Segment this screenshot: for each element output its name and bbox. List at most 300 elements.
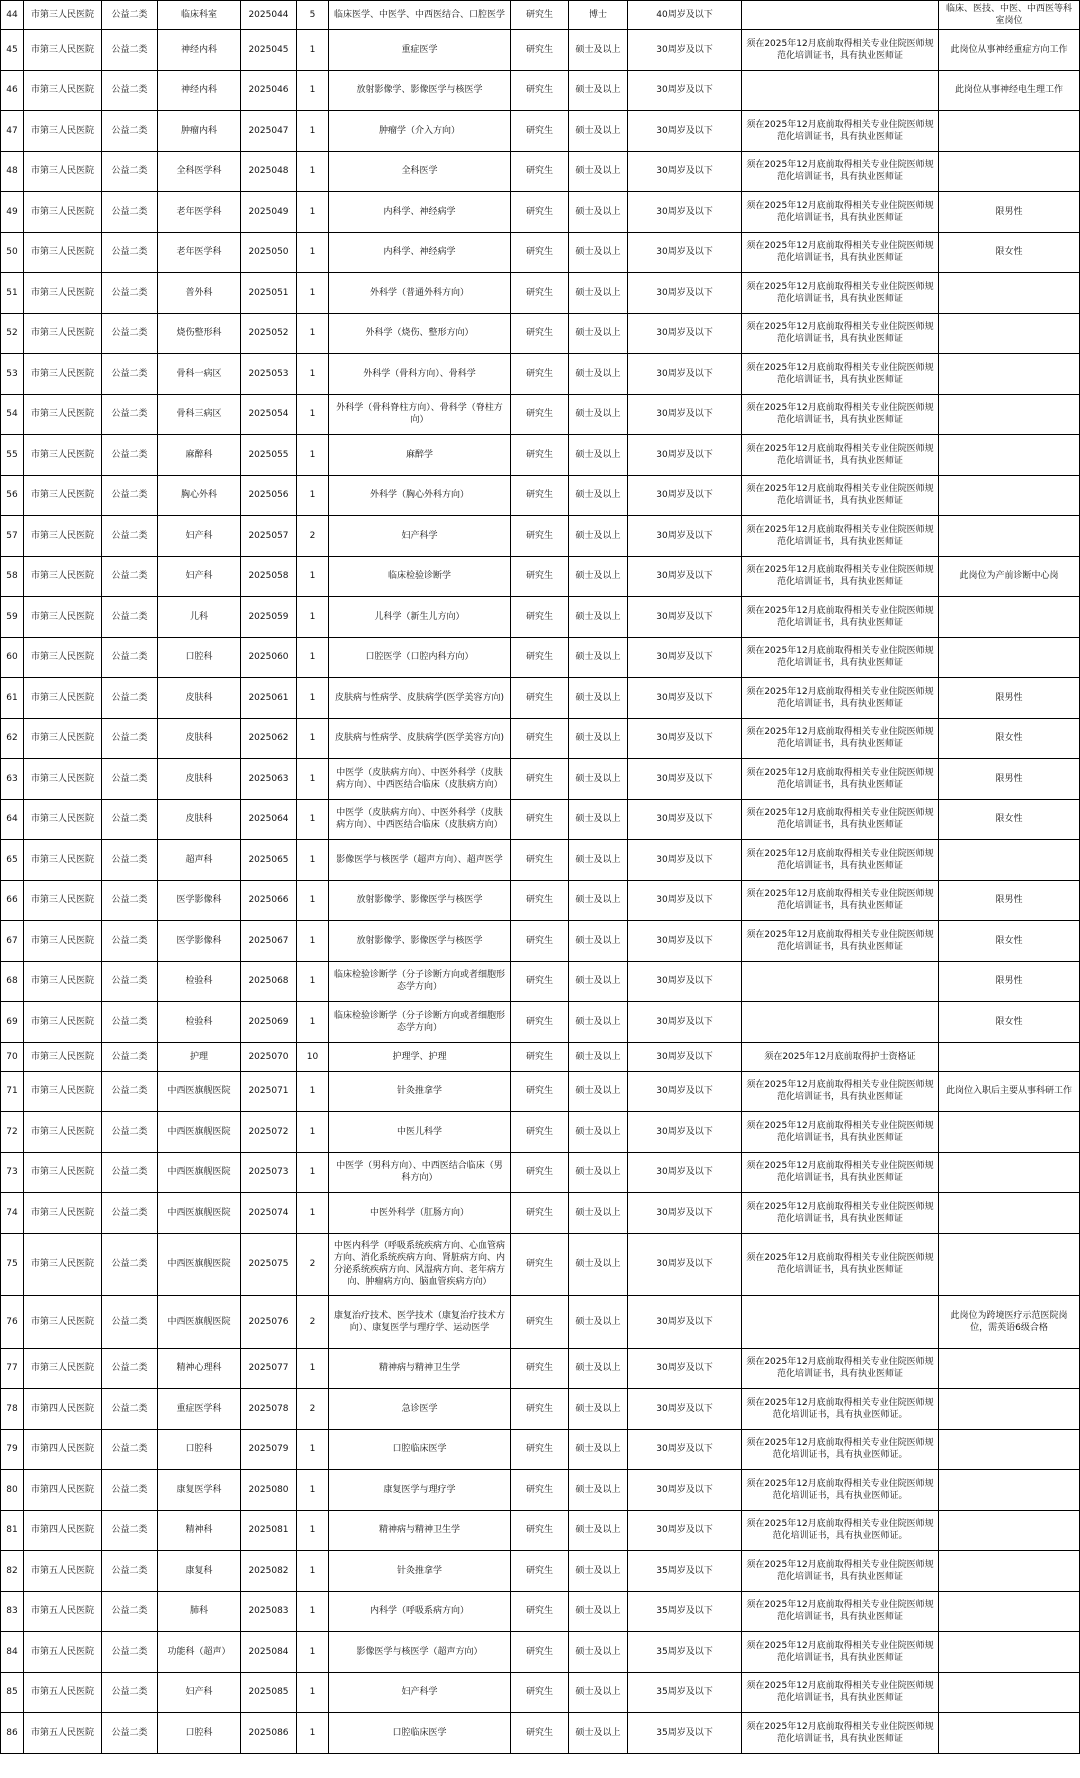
department: 老年医学科	[158, 192, 241, 233]
remarks	[939, 1348, 1080, 1389]
employer-unit: 市第四人民医院	[24, 1470, 102, 1511]
employer-unit: 市第三人民医院	[24, 1193, 102, 1234]
headcount: 1	[297, 759, 329, 800]
age-limit: 30周岁及以下	[628, 921, 742, 962]
degree: 硕士及以上	[569, 1510, 628, 1551]
headcount: 1	[297, 273, 329, 314]
unit-category: 公益二类	[102, 1551, 158, 1592]
degree: 硕士及以上	[569, 880, 628, 921]
employer-unit: 市第三人民医院	[24, 1112, 102, 1153]
degree: 硕士及以上	[569, 232, 628, 273]
employer-unit: 市第五人民医院	[24, 1632, 102, 1673]
remarks: 限男性	[939, 192, 1080, 233]
position-code: 2025051	[241, 273, 297, 314]
employer-unit: 市第四人民医院	[24, 1429, 102, 1470]
degree: 硕士及以上	[569, 1193, 628, 1234]
row-index: 61	[1, 678, 24, 719]
table-row	[1, 1042, 1080, 1071]
degree: 硕士及以上	[569, 273, 628, 314]
degree: 硕士及以上	[569, 1295, 628, 1348]
headcount: 1	[297, 1193, 329, 1234]
degree: 硕士及以上	[569, 759, 628, 800]
education: 研究生	[511, 1713, 569, 1754]
row-index: 73	[1, 1152, 24, 1193]
education: 研究生	[511, 1389, 569, 1430]
headcount: 1	[297, 1429, 329, 1470]
position-code: 2025060	[241, 637, 297, 678]
degree: 硕士及以上	[569, 1112, 628, 1153]
major-requirement: 妇产科学	[329, 1672, 511, 1713]
row-index: 47	[1, 111, 24, 152]
degree: 硕士及以上	[569, 1470, 628, 1511]
degree: 硕士及以上	[569, 475, 628, 516]
row-index: 70	[1, 1042, 24, 1071]
major-requirement: 康复医学与理疗学	[329, 1470, 511, 1511]
age-limit: 30周岁及以下	[628, 1071, 742, 1112]
age-limit: 30周岁及以下	[628, 516, 742, 557]
department: 中西医旗舰医院	[158, 1152, 241, 1193]
row-index: 57	[1, 516, 24, 557]
department: 皮肤科	[158, 718, 241, 759]
major-requirement: 针灸推拿学	[329, 1551, 511, 1592]
headcount: 1	[297, 556, 329, 597]
unit-category: 公益二类	[102, 1042, 158, 1071]
row-index: 46	[1, 70, 24, 111]
major-requirement: 临床检验诊断学（分子诊断方向或者细胞形态学方向）	[329, 1002, 511, 1043]
degree: 硕士及以上	[569, 394, 628, 435]
table-row	[1, 273, 1080, 314]
education: 研究生	[511, 232, 569, 273]
row-index: 49	[1, 192, 24, 233]
degree: 硕士及以上	[569, 840, 628, 881]
age-limit: 30周岁及以下	[628, 354, 742, 395]
employer-unit: 市第四人民医院	[24, 1389, 102, 1430]
headcount: 1	[297, 30, 329, 71]
headcount: 1	[297, 921, 329, 962]
other-requirements: 须在2025年12月底前取得相关专业住院医师规范化培训证书，具有执业医师证	[742, 921, 939, 962]
degree: 博士	[569, 1, 628, 30]
education: 研究生	[511, 961, 569, 1002]
education: 研究生	[511, 921, 569, 962]
age-limit: 30周岁及以下	[628, 232, 742, 273]
row-index: 75	[1, 1233, 24, 1295]
education: 研究生	[511, 1, 569, 30]
headcount: 1	[297, 232, 329, 273]
headcount: 2	[297, 1233, 329, 1295]
major-requirement: 外科学（烧伤、整形方向）	[329, 313, 511, 354]
employer-unit: 市第五人民医院	[24, 1551, 102, 1592]
degree: 硕士及以上	[569, 313, 628, 354]
age-limit: 30周岁及以下	[628, 1348, 742, 1389]
unit-category: 公益二类	[102, 1672, 158, 1713]
department: 神经内科	[158, 70, 241, 111]
unit-category: 公益二类	[102, 759, 158, 800]
remarks	[939, 1632, 1080, 1673]
table-row	[1, 1, 1080, 30]
education: 研究生	[511, 556, 569, 597]
degree: 硕士及以上	[569, 637, 628, 678]
row-index: 82	[1, 1551, 24, 1592]
headcount: 1	[297, 1551, 329, 1592]
position-code: 2025067	[241, 921, 297, 962]
degree: 硕士及以上	[569, 70, 628, 111]
department: 皮肤科	[158, 759, 241, 800]
age-limit: 30周岁及以下	[628, 1233, 742, 1295]
table-row	[1, 475, 1080, 516]
unit-category: 公益二类	[102, 1233, 158, 1295]
position-code: 2025050	[241, 232, 297, 273]
department: 普外科	[158, 273, 241, 314]
department: 中西医旗舰医院	[158, 1193, 241, 1234]
remarks	[939, 1152, 1080, 1193]
degree: 硕士及以上	[569, 1233, 628, 1295]
employer-unit: 市第三人民医院	[24, 961, 102, 1002]
remarks: 限男性	[939, 961, 1080, 1002]
major-requirement: 皮肤病与性病学、皮肤病学(医学美容方向)	[329, 678, 511, 719]
remarks	[939, 313, 1080, 354]
degree: 硕士及以上	[569, 961, 628, 1002]
table-row	[1, 1429, 1080, 1470]
other-requirements: 须在2025年12月底前取得相关专业住院医师规范化培训证书，具有执业医师证	[742, 1632, 939, 1673]
position-code: 2025086	[241, 1713, 297, 1754]
table-row	[1, 678, 1080, 719]
major-requirement: 中医学（皮肤病方向）、中医外科学（皮肤病方向）、中西医结合临床（皮肤病方向）	[329, 759, 511, 800]
row-index: 64	[1, 799, 24, 840]
department: 检验科	[158, 1002, 241, 1043]
age-limit: 30周岁及以下	[628, 597, 742, 638]
degree: 硕士及以上	[569, 1042, 628, 1071]
remarks	[939, 1042, 1080, 1071]
position-code: 2025054	[241, 394, 297, 435]
unit-category: 公益二类	[102, 516, 158, 557]
table-row	[1, 556, 1080, 597]
row-index: 81	[1, 1510, 24, 1551]
row-index: 54	[1, 394, 24, 435]
row-index: 44	[1, 1, 24, 30]
education: 研究生	[511, 840, 569, 881]
other-requirements: 须在2025年12月底前取得相关专业住院医师规范化培训证书，具有执业医师证	[742, 151, 939, 192]
department: 护理	[158, 1042, 241, 1071]
row-index: 74	[1, 1193, 24, 1234]
remarks	[939, 637, 1080, 678]
position-code: 2025058	[241, 556, 297, 597]
education: 研究生	[511, 678, 569, 719]
education: 研究生	[511, 1591, 569, 1632]
unit-category: 公益二类	[102, 151, 158, 192]
education: 研究生	[511, 1295, 569, 1348]
degree: 硕士及以上	[569, 1071, 628, 1112]
major-requirement: 精神病与精神卫生学	[329, 1348, 511, 1389]
age-limit: 30周岁及以下	[628, 192, 742, 233]
employer-unit: 市第三人民医院	[24, 111, 102, 152]
age-limit: 30周岁及以下	[628, 1193, 742, 1234]
employer-unit: 市第三人民医院	[24, 1152, 102, 1193]
education: 研究生	[511, 718, 569, 759]
major-requirement: 儿科学（新生儿方向）	[329, 597, 511, 638]
degree: 硕士及以上	[569, 678, 628, 719]
position-code: 2025070	[241, 1042, 297, 1071]
remarks	[939, 1470, 1080, 1511]
position-code: 2025065	[241, 840, 297, 881]
remarks: 此岗位为产前诊断中心岗	[939, 556, 1080, 597]
department: 妇产科	[158, 556, 241, 597]
department: 精神心理科	[158, 1348, 241, 1389]
remarks	[939, 1389, 1080, 1430]
major-requirement: 针灸推拿学	[329, 1071, 511, 1112]
table-row	[1, 1233, 1080, 1295]
row-index: 50	[1, 232, 24, 273]
table-row	[1, 1071, 1080, 1112]
other-requirements: 须在2025年12月底前取得相关专业住院医师规范化培训证书，具有执业医师证	[742, 1591, 939, 1632]
other-requirements: 须在2025年12月底前取得相关专业住院医师规范化培训证书，具有执业医师证	[742, 678, 939, 719]
position-code: 2025056	[241, 475, 297, 516]
major-requirement: 临床检验诊断学（分子诊断方向或者细胞形态学方向）	[329, 961, 511, 1002]
major-requirement: 影像医学与核医学（超声方向）、超声医学	[329, 840, 511, 881]
major-requirement: 肿瘤学（介入方向）	[329, 111, 511, 152]
other-requirements	[742, 961, 939, 1002]
remarks	[939, 111, 1080, 152]
age-limit: 30周岁及以下	[628, 556, 742, 597]
row-index: 51	[1, 273, 24, 314]
unit-category: 公益二类	[102, 192, 158, 233]
position-code: 2025052	[241, 313, 297, 354]
age-limit: 40周岁及以下	[628, 1, 742, 30]
unit-category: 公益二类	[102, 556, 158, 597]
employer-unit: 市第三人民医院	[24, 30, 102, 71]
employer-unit: 市第三人民医院	[24, 475, 102, 516]
other-requirements: 须在2025年12月底前取得相关专业住院医师规范化培训证书，具有执业医师证	[742, 840, 939, 881]
age-limit: 30周岁及以下	[628, 1042, 742, 1071]
major-requirement: 放射影像学、影像医学与核医学	[329, 921, 511, 962]
age-limit: 30周岁及以下	[628, 30, 742, 71]
degree: 硕士及以上	[569, 192, 628, 233]
age-limit: 30周岁及以下	[628, 961, 742, 1002]
degree: 硕士及以上	[569, 354, 628, 395]
unit-category: 公益二类	[102, 1632, 158, 1673]
employer-unit: 市第三人民医院	[24, 921, 102, 962]
department: 口腔科	[158, 1429, 241, 1470]
headcount: 1	[297, 313, 329, 354]
row-index: 85	[1, 1672, 24, 1713]
remarks	[939, 1429, 1080, 1470]
department: 皮肤科	[158, 678, 241, 719]
position-code: 2025044	[241, 1, 297, 30]
employer-unit: 市第三人民医院	[24, 840, 102, 881]
degree: 硕士及以上	[569, 151, 628, 192]
degree: 硕士及以上	[569, 718, 628, 759]
employer-unit: 市第三人民医院	[24, 435, 102, 476]
employer-unit: 市第三人民医院	[24, 232, 102, 273]
headcount: 1	[297, 840, 329, 881]
row-index: 59	[1, 597, 24, 638]
age-limit: 30周岁及以下	[628, 840, 742, 881]
education: 研究生	[511, 637, 569, 678]
unit-category: 公益二类	[102, 1112, 158, 1153]
table-row	[1, 1632, 1080, 1673]
table-row	[1, 313, 1080, 354]
other-requirements: 须在2025年12月底前取得相关专业住院医师规范化培训证书，具有执业医师证。	[742, 1429, 939, 1470]
other-requirements	[742, 1295, 939, 1348]
other-requirements: 须在2025年12月底前取得相关专业住院医师规范化培训证书，具有执业医师证	[742, 232, 939, 273]
department: 口腔科	[158, 1713, 241, 1754]
position-code: 2025066	[241, 880, 297, 921]
row-index: 56	[1, 475, 24, 516]
headcount: 1	[297, 151, 329, 192]
unit-category: 公益二类	[102, 1002, 158, 1043]
remarks: 限男性	[939, 759, 1080, 800]
unit-category: 公益二类	[102, 1713, 158, 1754]
department: 皮肤科	[158, 799, 241, 840]
employer-unit: 市第四人民医院	[24, 1510, 102, 1551]
education: 研究生	[511, 394, 569, 435]
education: 研究生	[511, 1193, 569, 1234]
other-requirements: 须在2025年12月底前取得相关专业住院医师规范化培训证书，具有执业医师证	[742, 394, 939, 435]
position-code: 2025079	[241, 1429, 297, 1470]
education: 研究生	[511, 475, 569, 516]
row-index: 78	[1, 1389, 24, 1430]
remarks: 限女性	[939, 1002, 1080, 1043]
other-requirements: 须在2025年12月底前取得护士资格证	[742, 1042, 939, 1071]
education: 研究生	[511, 273, 569, 314]
other-requirements: 须在2025年12月底前取得相关专业住院医师规范化培训证书，具有执业医师证	[742, 313, 939, 354]
other-requirements: 须在2025年12月底前取得相关专业住院医师规范化培训证书，具有执业医师证	[742, 880, 939, 921]
position-code: 2025061	[241, 678, 297, 719]
unit-category: 公益二类	[102, 799, 158, 840]
remarks	[939, 597, 1080, 638]
remarks: 限男性	[939, 678, 1080, 719]
table-row	[1, 354, 1080, 395]
headcount: 1	[297, 1591, 329, 1632]
table-row	[1, 30, 1080, 71]
age-limit: 30周岁及以下	[628, 475, 742, 516]
remarks	[939, 1510, 1080, 1551]
remarks: 此岗位从事神经重症方向工作	[939, 30, 1080, 71]
employer-unit: 市第三人民医院	[24, 1295, 102, 1348]
unit-category: 公益二类	[102, 1193, 158, 1234]
degree: 硕士及以上	[569, 111, 628, 152]
degree: 硕士及以上	[569, 1672, 628, 1713]
other-requirements: 须在2025年12月底前取得相关专业住院医师规范化培训证书，具有执业医师证	[742, 1713, 939, 1754]
age-limit: 30周岁及以下	[628, 1470, 742, 1511]
headcount: 1	[297, 1672, 329, 1713]
degree: 硕士及以上	[569, 1713, 628, 1754]
degree: 硕士及以上	[569, 556, 628, 597]
row-index: 52	[1, 313, 24, 354]
table-row	[1, 1510, 1080, 1551]
remarks	[939, 1551, 1080, 1592]
employer-unit: 市第三人民医院	[24, 1071, 102, 1112]
table-row	[1, 840, 1080, 881]
headcount: 1	[297, 799, 329, 840]
department: 临床科室	[158, 1, 241, 30]
headcount: 1	[297, 678, 329, 719]
department: 中西医旗舰医院	[158, 1295, 241, 1348]
unit-category: 公益二类	[102, 394, 158, 435]
age-limit: 30周岁及以下	[628, 313, 742, 354]
employer-unit: 市第三人民医院	[24, 1042, 102, 1071]
department: 烧伤整形科	[158, 313, 241, 354]
remarks: 此岗位入职后主要从事科研工作	[939, 1071, 1080, 1112]
headcount: 1	[297, 475, 329, 516]
headcount: 2	[297, 1295, 329, 1348]
major-requirement: 中医内科学（呼吸系统疾病方向、心血管病方向、消化系统疾病方向、肾脏病方向、内分泌系统疾病方向、风湿病方向、老年病方向、肿瘤病方向、脑血管疾病方向）	[329, 1233, 511, 1295]
employer-unit: 市第三人民医院	[24, 1002, 102, 1043]
row-index: 66	[1, 880, 24, 921]
department: 妇产科	[158, 1672, 241, 1713]
row-index: 45	[1, 30, 24, 71]
headcount: 1	[297, 1510, 329, 1551]
major-requirement: 精神病与精神卫生学	[329, 1510, 511, 1551]
table-row	[1, 1002, 1080, 1043]
table-row	[1, 394, 1080, 435]
row-index: 83	[1, 1591, 24, 1632]
major-requirement: 内科学（呼吸系病方向）	[329, 1591, 511, 1632]
position-code: 2025071	[241, 1071, 297, 1112]
education: 研究生	[511, 1672, 569, 1713]
unit-category: 公益二类	[102, 961, 158, 1002]
degree: 硕士及以上	[569, 1551, 628, 1592]
table-row	[1, 151, 1080, 192]
table-row	[1, 516, 1080, 557]
major-requirement: 重症医学	[329, 30, 511, 71]
row-index: 71	[1, 1071, 24, 1112]
age-limit: 30周岁及以下	[628, 678, 742, 719]
employer-unit: 市第三人民医院	[24, 799, 102, 840]
unit-category: 公益二类	[102, 435, 158, 476]
major-requirement: 口腔临床医学	[329, 1713, 511, 1754]
headcount: 1	[297, 961, 329, 1002]
major-requirement: 皮肤病与性病学、皮肤病学(医学美容方向)	[329, 718, 511, 759]
headcount: 1	[297, 637, 329, 678]
position-code: 2025055	[241, 435, 297, 476]
table-row	[1, 1389, 1080, 1430]
major-requirement: 外科学（骨科方向）、骨科学	[329, 354, 511, 395]
age-limit: 35周岁及以下	[628, 1551, 742, 1592]
row-index: 60	[1, 637, 24, 678]
position-code: 2025047	[241, 111, 297, 152]
table-row	[1, 232, 1080, 273]
headcount: 1	[297, 1470, 329, 1511]
headcount: 1	[297, 1071, 329, 1112]
degree: 硕士及以上	[569, 921, 628, 962]
unit-category: 公益二类	[102, 1295, 158, 1348]
table-row	[1, 1193, 1080, 1234]
age-limit: 30周岁及以下	[628, 1429, 742, 1470]
age-limit: 30周岁及以下	[628, 637, 742, 678]
education: 研究生	[511, 192, 569, 233]
row-index: 77	[1, 1348, 24, 1389]
education: 研究生	[511, 1042, 569, 1071]
age-limit: 30周岁及以下	[628, 151, 742, 192]
age-limit: 35周岁及以下	[628, 1672, 742, 1713]
table-row	[1, 718, 1080, 759]
major-requirement: 放射影像学、影像医学与核医学	[329, 70, 511, 111]
remarks: 限女性	[939, 232, 1080, 273]
position-code: 2025072	[241, 1112, 297, 1153]
position-code: 2025064	[241, 799, 297, 840]
education: 研究生	[511, 70, 569, 111]
degree: 硕士及以上	[569, 1429, 628, 1470]
department: 中西医旗舰医院	[158, 1071, 241, 1112]
department: 中西医旗舰医院	[158, 1233, 241, 1295]
employer-unit: 市第三人民医院	[24, 70, 102, 111]
position-code: 2025059	[241, 597, 297, 638]
employer-unit: 市第三人民医院	[24, 394, 102, 435]
remarks	[939, 516, 1080, 557]
age-limit: 30周岁及以下	[628, 1510, 742, 1551]
degree: 硕士及以上	[569, 30, 628, 71]
unit-category: 公益二类	[102, 678, 158, 719]
